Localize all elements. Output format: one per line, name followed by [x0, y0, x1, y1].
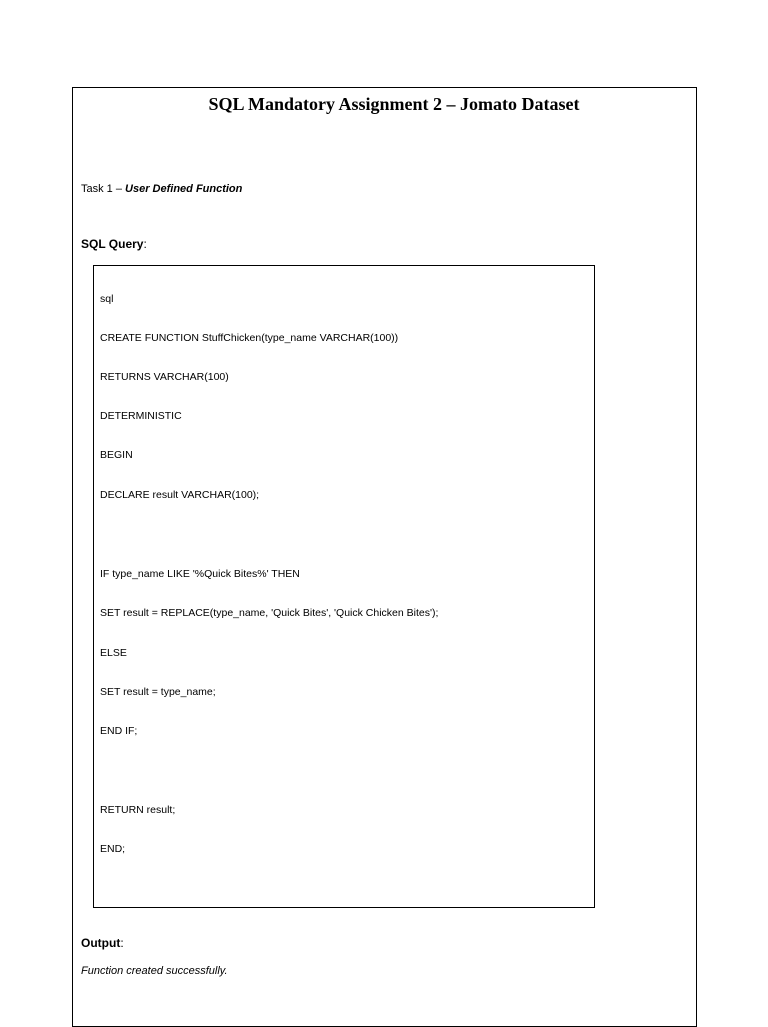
code-line: SET result = REPLACE(type_name, 'Quick Bites', 'Quick Chicken Bites');: [100, 607, 439, 619]
code-line: RETURN result;: [100, 804, 176, 816]
sql-query-heading: [81, 236, 147, 252]
code-line: RETURNS VARCHAR(100): [100, 371, 229, 383]
code-line: END;: [100, 843, 126, 855]
code-line: SET result = type_name;: [100, 686, 216, 698]
code-line: END IF;: [100, 725, 138, 737]
code-line: ELSE: [100, 647, 127, 659]
task-name: User Defined Function: [125, 183, 243, 195]
code-line: CREATE FUNCTION StuffChicken(type_name VARCHAR(100)): [100, 332, 399, 344]
output-colon: :: [120, 936, 124, 950]
document-title: SQL Mandatory Assignment 2 – Jomato Dataset: [208, 94, 580, 114]
code-line: BEGIN: [100, 449, 133, 461]
output-text: Function created successfully.: [81, 965, 228, 977]
code-box: [93, 265, 595, 908]
code-line: sql: [100, 293, 114, 305]
code-line: IF type_name LIKE '%Quick Bites%' THEN: [100, 568, 300, 580]
task-line: [81, 181, 242, 197]
code-line: DECLARE result VARCHAR(100);: [100, 489, 260, 501]
task-prefix: Task 1 –: [81, 183, 126, 195]
output-heading: [81, 935, 124, 951]
sql-query-colon: :: [143, 237, 147, 251]
sql-query-label: SQL Query: [81, 237, 144, 251]
output-label: Output: [81, 936, 121, 950]
code-line: DETERMINISTIC: [100, 410, 182, 422]
